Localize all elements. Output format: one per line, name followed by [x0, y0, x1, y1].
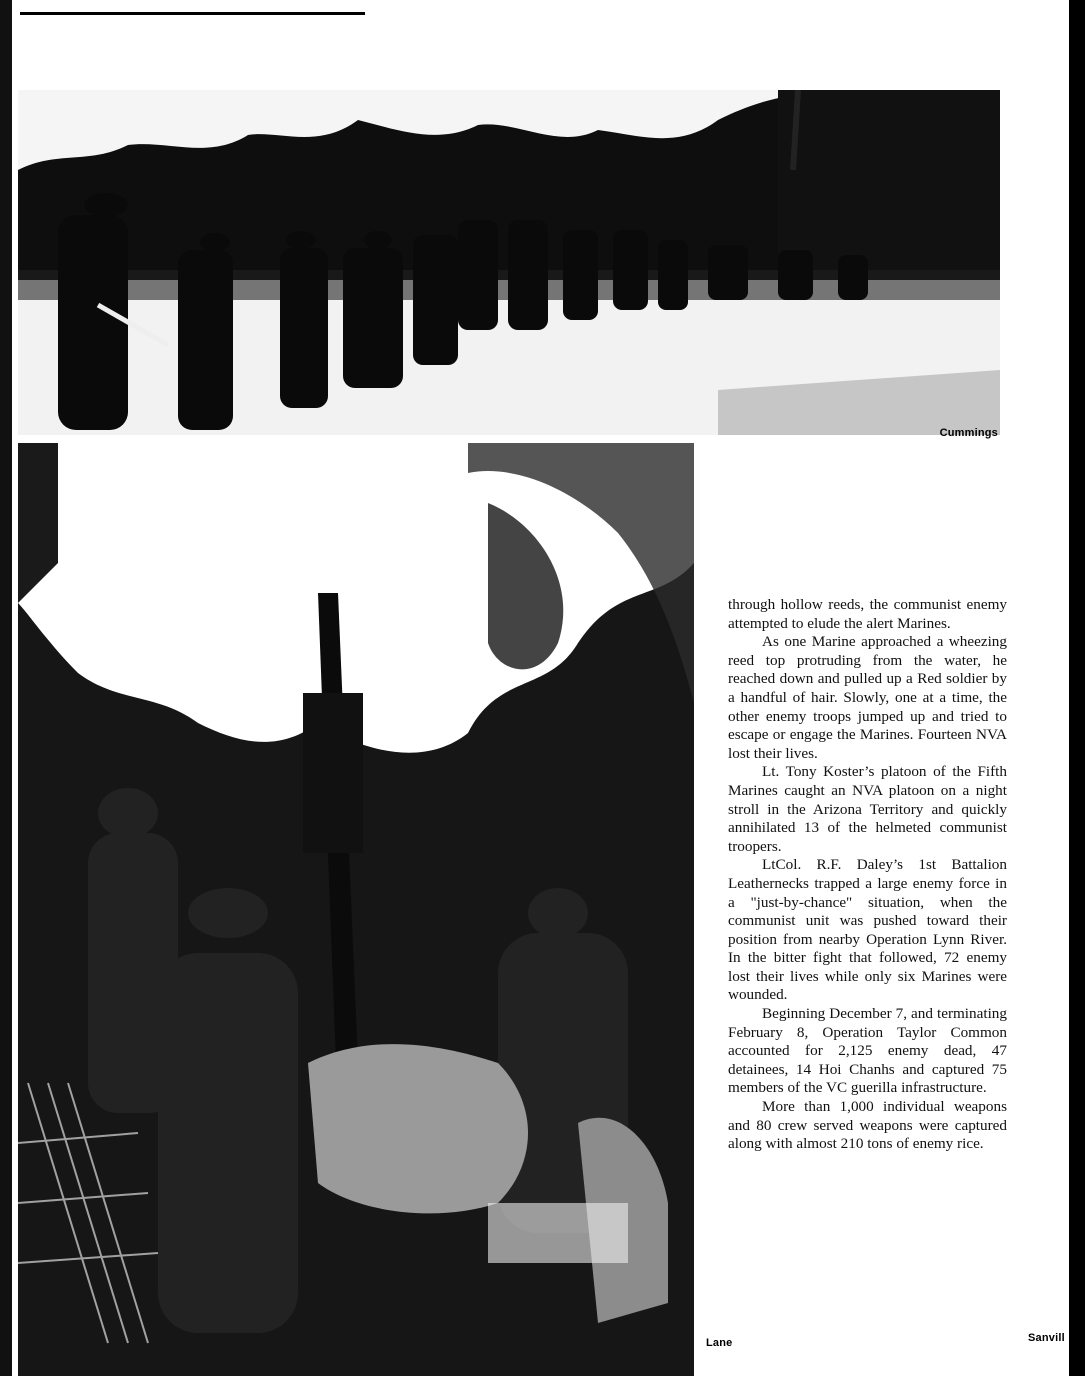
photo-mortar-crew	[18, 443, 694, 1376]
article-column	[728, 596, 1007, 1154]
photo-marines-wading	[18, 90, 1000, 435]
article-paragraph: LtCol. R.F. Daley’s 1st Battalion Leathernecks trapped a large enemy force in a "just-by-chance" situation, when the communist unit was pushed toward their position from nearby Operation Lynn River. In the bitter fight that followed, 72 enemy lost their lives while only six Marines were wounded.	[728, 856, 1007, 1004]
photo-credit-top: Cummings	[939, 427, 998, 439]
photo-credit-sanvill: Sanvill	[1028, 1332, 1065, 1344]
article-paragraph: More than 1,000 individual weapons and 80 crew served weapons were captured along with almost 210 tons of enemy rice.	[728, 1098, 1007, 1153]
article-paragraph: through hollow reeds, the communist enemy attempted to elude the alert Marines.	[728, 596, 1007, 632]
page-left-edge	[0, 0, 12, 1376]
article-paragraph: Beginning December 7, and terminating February 8, Operation Taylor Common accounted for 2,125 enemy dead, 47 detainees, 14 Hoi Chanhs and captured 75 members of the VC guerilla infrastructure.	[728, 1005, 1007, 1097]
top-rule	[20, 12, 365, 15]
article-paragraph: Lt. Tony Koster’s platoon of the Fifth Marines caught an NVA platoon on a night stroll in the Arizona Territory and quickly annihilated 13 of the helmeted communist troopers.	[728, 763, 1007, 855]
photo-credit-lane: Lane	[706, 1337, 733, 1349]
page-right-edge	[1069, 0, 1085, 1376]
article-paragraph: As one Marine approached a wheezing reed top protruding from the water, he reached down and pulled up a Red soldier by a handful of hair. Slowly, one at a time, the other enemy troops jumped up and tried to escape or engage the Marines. Fourteen NVA lost their lives.	[728, 633, 1007, 762]
